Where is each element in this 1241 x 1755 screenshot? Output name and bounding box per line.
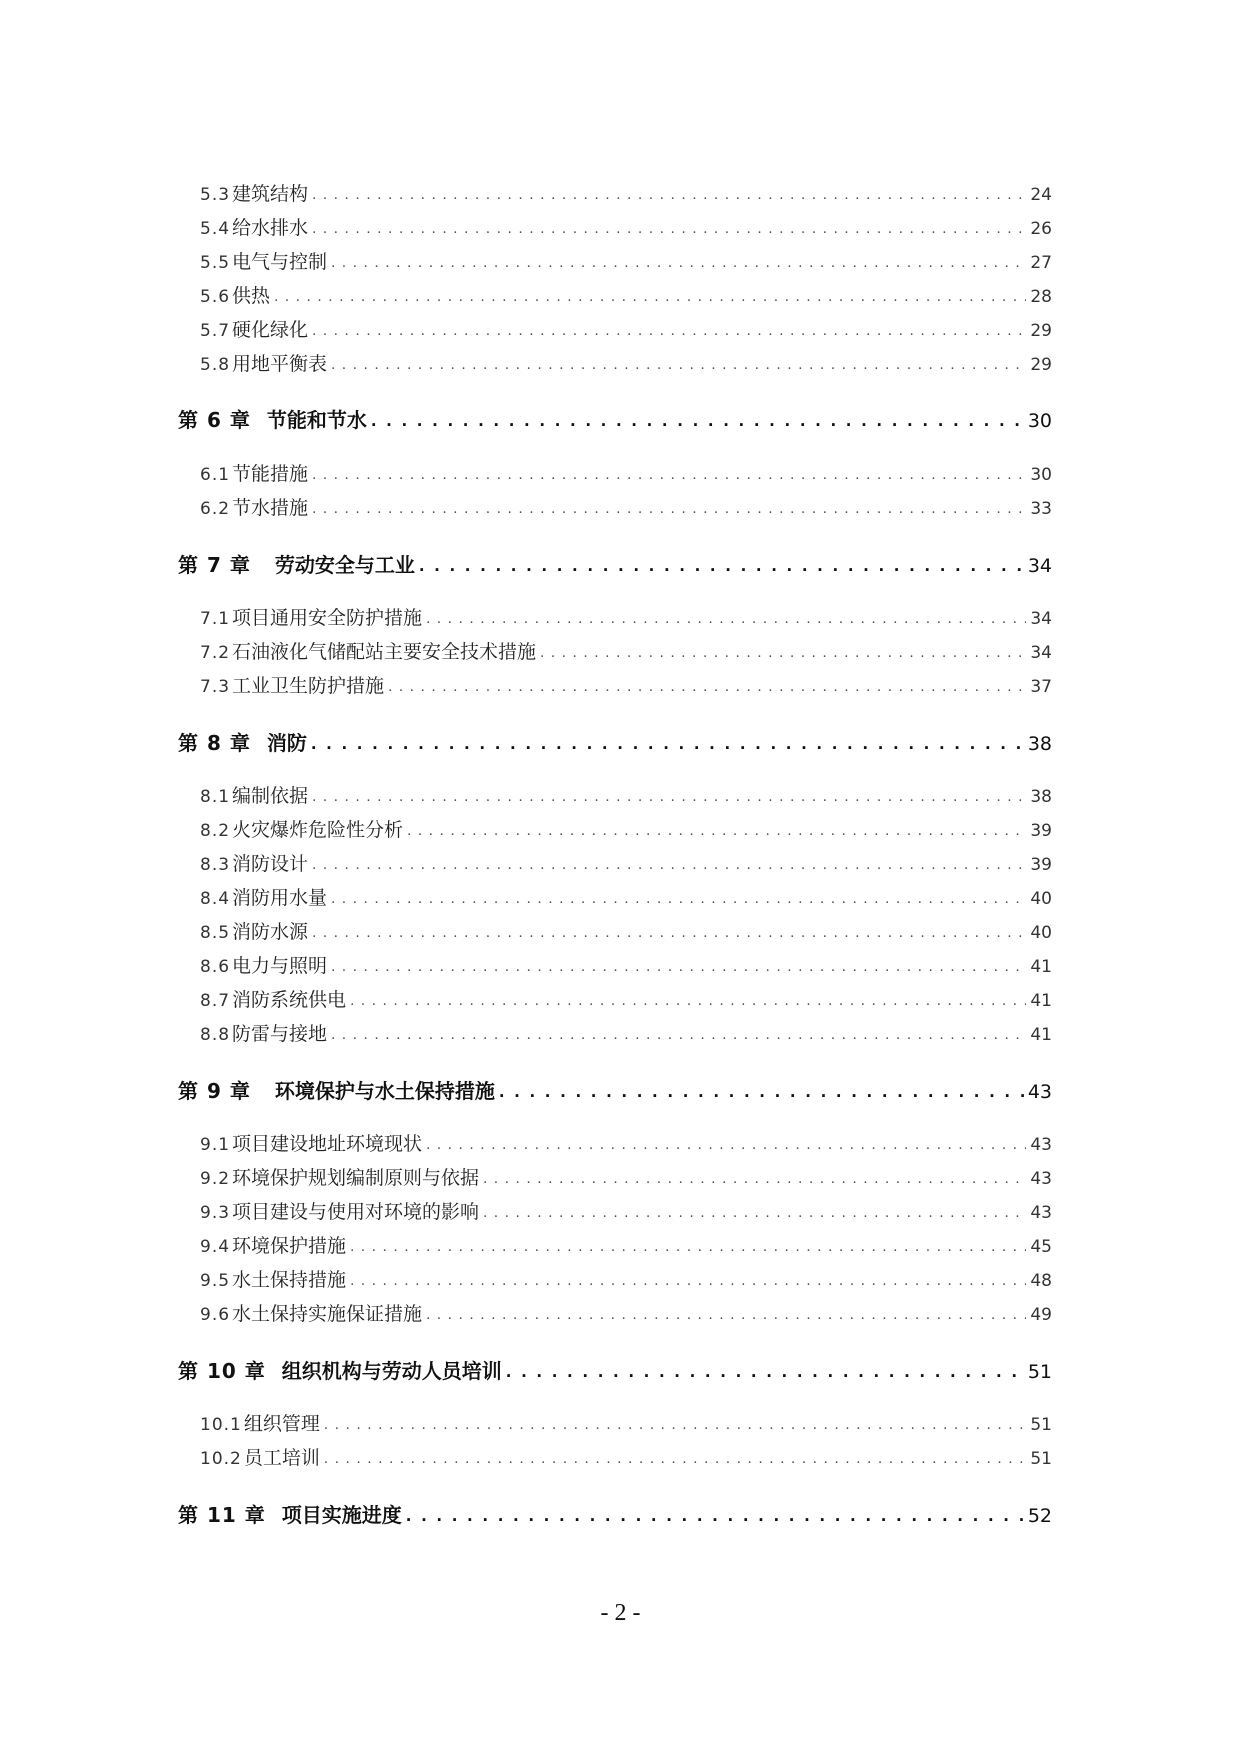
toc-entry-number: 5.8 <box>200 355 231 375</box>
toc-chapter-number: 第 6 章 <box>178 408 251 432</box>
toc-entry-title: 编制依据 <box>232 785 309 807</box>
toc-chapter-title: 消防 <box>266 731 307 755</box>
toc-dot-leader <box>331 1020 1026 1049</box>
toc-entry-9-2[interactable] <box>200 1165 1052 1191</box>
toc-entry-5-6[interactable] <box>200 283 1052 309</box>
toc-entry-page: 24 <box>1030 185 1052 205</box>
toc-chapter-8[interactable] <box>178 729 1052 757</box>
toc-entry-page: 40 <box>1030 889 1052 909</box>
toc-entry-number: 5.3 <box>200 185 231 205</box>
toc-entry-number: 7.3 <box>200 677 231 697</box>
toc-dot-leader <box>406 1500 1024 1530</box>
toc-entry-title: 电气与控制 <box>232 251 328 273</box>
toc-entry-9-3[interactable] <box>200 1199 1052 1225</box>
toc-entry-number: 6.1 <box>200 465 231 485</box>
toc-entry-8-3[interactable] <box>200 851 1052 877</box>
toc-entry-title: 水土保持实施保证措施 <box>232 1303 423 1325</box>
toc-entry-page: 40 <box>1030 923 1052 943</box>
toc-entry-page: 39 <box>1030 855 1052 875</box>
toc-dot-leader <box>483 1198 1026 1227</box>
toc-entry-page: 41 <box>1030 991 1052 1011</box>
toc-entry-number: 6.2 <box>200 499 231 519</box>
toc-entry-page: 28 <box>1030 287 1052 307</box>
toc-entry-5-8[interactable] <box>200 351 1052 377</box>
toc-entry-title: 供热 <box>232 285 271 307</box>
toc-entry-page: 45 <box>1030 1237 1052 1257</box>
toc-dot-leader <box>324 1444 1026 1473</box>
toc-chapter-number: 第 8 章 <box>178 731 251 755</box>
toc-chapter-10[interactable] <box>178 1357 1052 1385</box>
toc-entry-title: 员工培训 <box>243 1447 320 1469</box>
toc-entry-number: 10.1 <box>200 1415 242 1435</box>
toc-entry-9-4[interactable] <box>200 1233 1052 1259</box>
toc-chapter-number: 第 11 章 <box>178 1503 266 1527</box>
toc-entry-page: 43 <box>1030 1169 1052 1189</box>
toc-entry-number: 9.6 <box>200 1305 231 1325</box>
toc-chapter-page: 34 <box>1027 555 1052 577</box>
toc-entry-10-2[interactable] <box>200 1445 1052 1471</box>
toc-entry-title: 工业卫生防护措施 <box>232 675 385 697</box>
toc-entry-page: 34 <box>1030 609 1052 629</box>
toc-entry-page: 41 <box>1030 1025 1052 1045</box>
toc-chapter-6[interactable] <box>178 406 1052 434</box>
toc-dot-leader <box>312 494 1026 523</box>
toc-dot-leader <box>331 248 1026 277</box>
toc-entry-number: 8.6 <box>200 957 231 977</box>
toc-entry-page: 29 <box>1030 355 1052 375</box>
toc-dot-leader <box>350 1232 1026 1261</box>
page-number: - 2 - <box>600 1600 641 1626</box>
toc-chapter-page: 43 <box>1027 1081 1052 1103</box>
toc-entry-number: 9.5 <box>200 1271 231 1291</box>
toc-entry-page: 30 <box>1030 465 1052 485</box>
toc-dot-leader <box>540 638 1026 667</box>
toc-entry-title: 节水措施 <box>232 497 309 519</box>
toc-entry-page: 43 <box>1030 1135 1052 1155</box>
toc-entry-number: 9.2 <box>200 1169 231 1189</box>
toc-entry-title: 消防设计 <box>232 853 309 875</box>
toc-chapter-number: 第 9 章 <box>178 1079 251 1103</box>
toc-dot-leader <box>312 918 1026 947</box>
toc-entry-6-1[interactable] <box>200 461 1052 487</box>
toc-entry-number: 8.1 <box>200 787 231 807</box>
toc-dot-leader <box>407 816 1026 845</box>
toc-entry-page: 51 <box>1030 1449 1052 1469</box>
toc-entry-page: 27 <box>1030 253 1052 273</box>
toc-entry-number: 5.7 <box>200 321 231 341</box>
toc-entry-5-7[interactable] <box>200 317 1052 343</box>
toc-chapter-title: 劳动安全与工业 <box>274 553 415 577</box>
toc-entry-title: 项目建设地址环境现状 <box>232 1133 423 1155</box>
toc-entry-8-1[interactable] <box>200 783 1052 809</box>
toc-entry-6-2[interactable] <box>200 495 1052 521</box>
toc-entry-title: 电力与照明 <box>232 955 328 977</box>
toc-entry-8-4[interactable] <box>200 885 1052 911</box>
toc-entry-title: 环境保护措施 <box>232 1235 347 1257</box>
toc-entry-title: 给水排水 <box>232 217 309 239</box>
toc-entry-number: 7.1 <box>200 609 231 629</box>
toc-entry-5-4[interactable] <box>200 215 1052 241</box>
toc-entry-page: 37 <box>1030 677 1052 697</box>
toc-entry-title: 石油液化气储配站主要安全技术措施 <box>232 641 537 663</box>
toc-entry-9-6[interactable] <box>200 1301 1052 1327</box>
toc-chapter-page: 52 <box>1027 1505 1052 1527</box>
toc-entry-8-8[interactable] <box>200 1021 1052 1047</box>
toc-entry-page: 49 <box>1030 1305 1052 1325</box>
toc-chapter-7[interactable] <box>178 551 1052 579</box>
toc-entry-page: 43 <box>1030 1203 1052 1223</box>
toc-entry-title: 火灾爆炸危险性分析 <box>232 819 404 841</box>
toc-entry-title: 用地平衡表 <box>232 353 328 375</box>
toc-chapter-11[interactable] <box>178 1501 1052 1529</box>
toc-dot-leader <box>499 1076 1024 1106</box>
toc-dot-leader <box>312 850 1026 879</box>
toc-dot-leader <box>312 782 1026 811</box>
toc-chapter-title: 节能和节水 <box>266 408 367 432</box>
toc-entry-number: 5.4 <box>200 219 231 239</box>
toc-entry-number: 7.2 <box>200 643 231 663</box>
toc-entry-8-6[interactable] <box>200 953 1052 979</box>
toc-entry-8-2[interactable] <box>200 817 1052 843</box>
toc-entry-8-7[interactable] <box>200 987 1052 1013</box>
toc-dot-leader <box>388 672 1026 701</box>
toc-entry-8-5[interactable] <box>200 919 1052 945</box>
toc-dot-leader <box>331 350 1026 379</box>
toc-entry-title: 节能措施 <box>232 463 309 485</box>
toc-chapter-number: 第 10 章 <box>178 1359 266 1383</box>
toc-entry-number: 8.5 <box>200 923 231 943</box>
toc-entry-title: 消防用水量 <box>232 887 328 909</box>
toc-chapter-title: 组织机构与劳动人员培训 <box>281 1359 502 1383</box>
toc-entry-title: 项目通用安全防护措施 <box>232 607 423 629</box>
toc-dot-leader <box>311 728 1024 758</box>
toc-entry-number: 8.3 <box>200 855 231 875</box>
toc-entry-number: 9.3 <box>200 1203 231 1223</box>
toc-chapter-9[interactable] <box>178 1077 1052 1105</box>
toc-entry-number: 8.2 <box>200 821 231 841</box>
toc-entry-page: 39 <box>1030 821 1052 841</box>
toc-entry-page: 38 <box>1030 787 1052 807</box>
toc-dot-leader <box>312 214 1026 243</box>
toc-entry-page: 34 <box>1030 643 1052 663</box>
toc-dot-leader <box>426 1130 1026 1159</box>
toc-dot-leader <box>324 1410 1026 1439</box>
toc-entry-number: 5.5 <box>200 253 231 273</box>
toc-chapter-title: 项目实施进度 <box>281 1503 402 1527</box>
toc-dot-leader <box>312 316 1026 345</box>
toc-entry-7-1[interactable] <box>200 605 1052 631</box>
toc-entry-page: 33 <box>1030 499 1052 519</box>
toc-dot-leader <box>483 1164 1026 1193</box>
toc-entry-page: 26 <box>1030 219 1052 239</box>
toc-entry-number: 5.6 <box>200 287 231 307</box>
toc-entry-title: 组织管理 <box>243 1413 320 1435</box>
toc-entry-9-1[interactable] <box>200 1131 1052 1157</box>
toc-chapter-title: 环境保护与水土保持措施 <box>274 1079 495 1103</box>
toc-dot-leader <box>419 550 1024 580</box>
toc-entry-number: 9.1 <box>200 1135 231 1155</box>
toc-entry-title: 硬化绿化 <box>232 319 309 341</box>
toc-entry-title: 项目建设与使用对环境的影响 <box>232 1201 480 1223</box>
toc-dot-leader <box>350 1266 1026 1295</box>
toc-dot-leader <box>506 1356 1024 1386</box>
toc-dot-leader <box>312 180 1026 209</box>
toc-entry-title: 水土保持措施 <box>232 1269 347 1291</box>
toc-chapter-number: 第 7 章 <box>178 553 251 577</box>
toc-entry-title: 防雷与接地 <box>232 1023 328 1045</box>
toc-dot-leader <box>331 884 1026 913</box>
toc-entry-page: 41 <box>1030 957 1052 977</box>
toc-entry-number: 8.4 <box>200 889 231 909</box>
toc-entry-9-5[interactable] <box>200 1267 1052 1293</box>
toc-entry-number: 9.4 <box>200 1237 231 1257</box>
toc-chapter-page: 30 <box>1027 410 1052 432</box>
toc-entry-page: 29 <box>1030 321 1052 341</box>
toc-dot-leader <box>371 405 1024 435</box>
toc-entry-number: 8.7 <box>200 991 231 1011</box>
toc-chapter-page: 51 <box>1027 1361 1052 1383</box>
toc-entry-5-5[interactable] <box>200 249 1052 275</box>
toc-entry-title: 消防水源 <box>232 921 309 943</box>
toc-dot-leader <box>426 1300 1026 1329</box>
toc-entry-7-3[interactable] <box>200 673 1052 699</box>
toc-entry-number: 8.8 <box>200 1025 231 1045</box>
toc-entry-7-2[interactable] <box>200 639 1052 665</box>
toc-dot-leader <box>331 952 1026 981</box>
toc-entry-title: 消防系统供电 <box>232 989 347 1011</box>
toc-entry-page: 51 <box>1030 1415 1052 1435</box>
toc-entry-5-3[interactable] <box>200 181 1052 207</box>
toc-dot-leader <box>350 986 1026 1015</box>
toc-entry-page: 48 <box>1030 1271 1052 1291</box>
toc-entry-10-1[interactable] <box>200 1411 1052 1437</box>
toc-dot-leader <box>274 282 1026 311</box>
toc-entry-title: 环境保护规划编制原则与依据 <box>232 1167 480 1189</box>
toc-chapter-page: 38 <box>1027 733 1052 755</box>
toc-dot-leader <box>426 604 1026 633</box>
toc-entry-title: 建筑结构 <box>232 183 309 205</box>
toc-dot-leader <box>312 460 1026 489</box>
toc-entry-number: 10.2 <box>200 1449 242 1469</box>
